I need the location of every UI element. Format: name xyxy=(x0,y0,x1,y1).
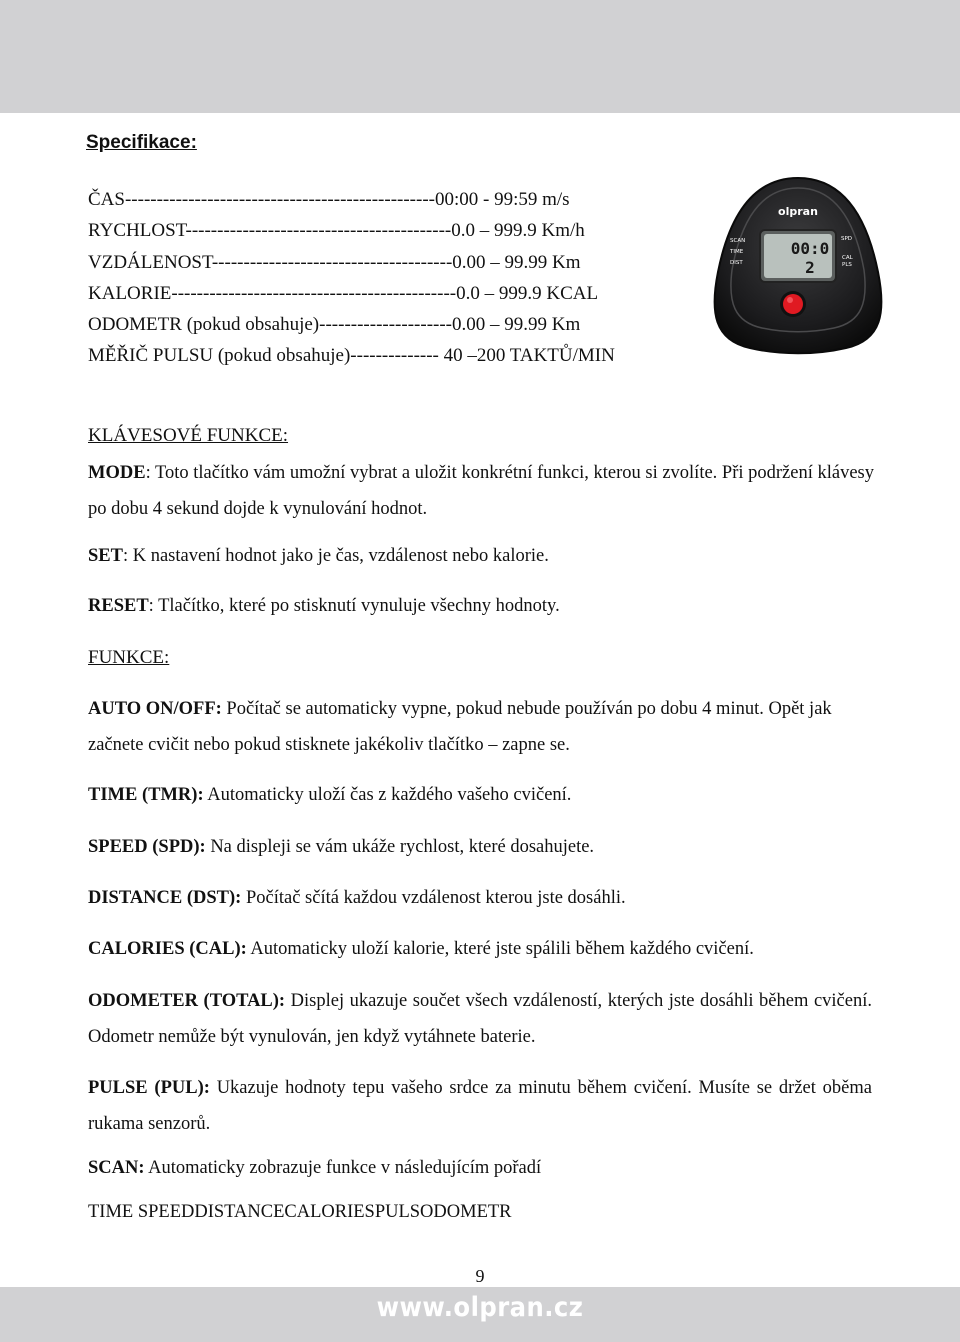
device-label-dist: DIST xyxy=(730,260,743,266)
pulse-label: PULSE (PUL): xyxy=(88,1078,210,1098)
bike-computer-image xyxy=(706,172,890,362)
distance-label: DISTANCE (DST): xyxy=(88,888,242,908)
spec-line-pulse: MĚŘIČ PULSU (pokud obsahuje)-------------- 40 –200 TAKTŮ/MIN xyxy=(88,345,615,366)
odometer-text: Displej ukazuje součet všech vzdáleností, kterých jste dosáhli během cvičení. Odometr nemůže být vynulován, jen když vytáhnete baterie. xyxy=(88,991,872,1047)
calories-label: CALORIES (CAL): xyxy=(88,939,247,959)
odometer-paragraph xyxy=(88,983,872,1055)
auto-text: Počítač se automaticky vypne, pokud nebude používán po dobu 4 minut. Opět jak začnete cvičit nebo pokud stisknete jakékoliv tlačítko – zapne se. xyxy=(88,699,832,755)
set-text: : K nastavení hodnot jako je čas, vzdálenost nebo kalorie. xyxy=(122,546,549,566)
reset-label: RESET xyxy=(88,596,149,616)
lcd-top-value: 00:0 xyxy=(790,239,830,258)
device-label-cal: CAL xyxy=(842,255,853,261)
device-label-spd: SPD xyxy=(841,236,853,242)
device-label-scan: SCAN xyxy=(730,238,746,244)
time-paragraph xyxy=(88,777,872,813)
calories-paragraph xyxy=(88,931,872,967)
speed-text: Na displeji se vám ukáže rychlost, které dosahujete. xyxy=(205,837,595,857)
calories-text: Automaticky uloží kalorie, které jste spálili během každého cvičení. xyxy=(246,939,754,959)
auto-label: AUTO ON/OFF: xyxy=(88,699,222,719)
mode-text: : Toto tlačítko vám umožní vybrat a uložit konkrétní funkci, kterou si zvolíte. Při podržení klávesy po dobu 4 sekund dojde k vynulování hodnot. xyxy=(88,463,874,519)
mode-paragraph xyxy=(88,455,878,527)
device-brand: olpran xyxy=(778,205,818,218)
reset-text: : Tlačítko, které po stisknutí vynuluje všechny hodnoty. xyxy=(148,596,560,616)
device-red-button xyxy=(783,294,803,314)
pulse-paragraph xyxy=(88,1070,872,1142)
spec-line-speed: RYCHLOST------------------------------------------0.0 – 999.9 Km/h xyxy=(88,220,585,241)
footer-url[interactable]: www.olpran.cz xyxy=(376,1292,584,1323)
distance-text: Počítač sčítá každou vzdálenost kterou jste dosáhli. xyxy=(241,888,626,908)
time-text: Automaticky uloží čas z každého vašeho cvičení. xyxy=(203,785,572,805)
speed-paragraph xyxy=(88,829,872,865)
mode-label: MODE xyxy=(88,463,146,483)
scan-paragraph xyxy=(88,1150,872,1186)
distance-paragraph xyxy=(88,880,872,916)
scan-label: SCAN: xyxy=(88,1158,145,1178)
device-label-pls: PLS xyxy=(842,262,852,268)
header-band xyxy=(0,0,960,113)
spec-title: Specifikace: xyxy=(86,132,197,153)
odometer-label: ODOMETER (TOTAL): xyxy=(88,991,286,1011)
time-label: TIME (TMR): xyxy=(88,785,204,805)
spec-line-time: ČAS-------------------------------------------------00:00 - 99:59 m/s xyxy=(88,189,570,210)
auto-paragraph xyxy=(88,691,872,763)
page-number: 9 xyxy=(475,1266,485,1286)
spec-line-calories: KALORIE---------------------------------------------0.0 – 999.9 KCAL xyxy=(88,283,599,304)
pulse-text: Ukazuje hodnoty tepu vašeho srdce za minutu během cvičení. Musíte se držet oběma rukama senzorů. xyxy=(88,1078,872,1134)
speed-label: SPEED (SPD): xyxy=(88,837,206,857)
keys-heading: KLÁVESOVÉ FUNKCE: xyxy=(88,425,289,446)
set-paragraph xyxy=(88,538,872,574)
scan-text: Automaticky zobrazuje funkce v následujícím pořadí xyxy=(144,1158,542,1178)
device-label-time: TIME xyxy=(730,249,744,255)
set-label: SET xyxy=(88,546,123,566)
functions-heading: FUNKCE: xyxy=(88,647,170,668)
spec-line-distance: VZDÁLENOST--------------------------------------0.00 – 99.99 Km xyxy=(88,252,581,273)
spec-line-odometer: ODOMETR (pokud obsahuje)---------------------0.00 – 99.99 Km xyxy=(88,314,581,335)
lcd-bottom-value: 2 xyxy=(805,258,815,277)
scan-sequence: TIME SPEEDDISTANCECALORIESPULSODOMETR xyxy=(88,1202,512,1222)
reset-paragraph xyxy=(88,588,872,624)
